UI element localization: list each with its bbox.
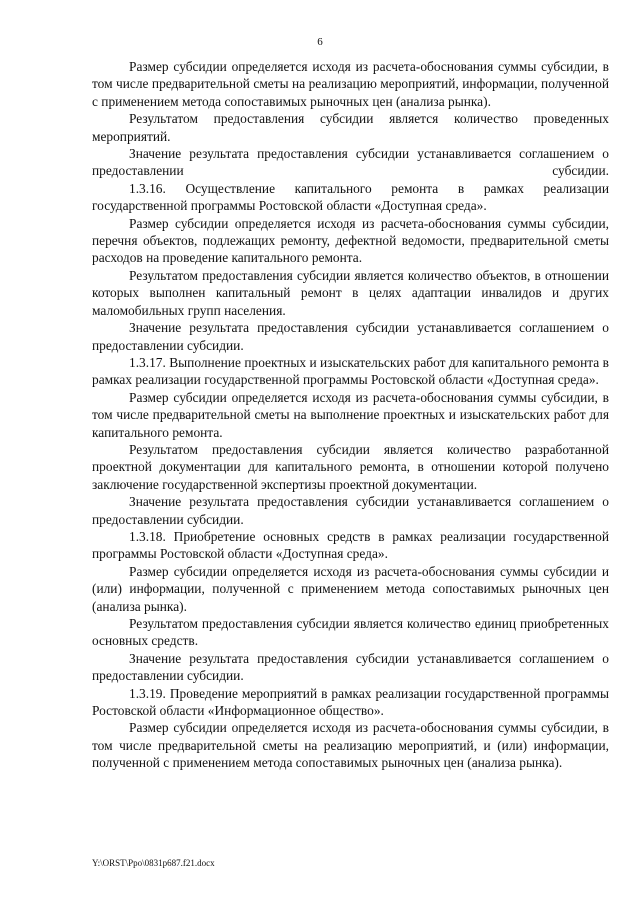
- paragraph: Результатом предоставления субсидии является количество разработанной проектной документации для капитального ремонта, в отношении которой получено заключение государственной экспертизы проектной документации.: [92, 441, 609, 492]
- paragraph: Размер субсидии определяется исходя из расчета-обоснования суммы субсидии и (или) информации, полученной с применением метода сопоставимых рыночных цен (анализа рынка).: [92, 563, 609, 614]
- paragraph: Результатом предоставления субсидии является количество единиц приобретенных основных средств.: [92, 616, 609, 649]
- paragraph: Результатом предоставления субсидии является количество объектов, в отношении которых выполнен капитальный ремонт в целях адаптации инвалидов и других маломобильных групп населения.: [92, 267, 609, 318]
- paragraph: 1.3.16. Осуществление капитального ремонта в рамках реализации государственной программы Ростовской области «Доступная среда».: [92, 180, 609, 214]
- footer-file-path: Y:\ORST\Ppo\0831p687.f21.docx: [92, 858, 215, 868]
- page-number: 6: [317, 36, 323, 48]
- paragraph: Размер субсидии определяется исходя из расчета-обоснования суммы субсидии, в том числе предварительной сметы на выполнение проектных и изыскательских работ для капитального ремонта.: [92, 389, 609, 440]
- paragraph: Значение результата предоставления субсидии устанавливается соглашением о предоставлении субсидии.: [92, 320, 609, 353]
- paragraph: Значение результата предоставления субсидии устанавливается соглашением о предоставлении субсидии.: [92, 494, 609, 527]
- paragraph: Значение результата предоставления субсидии устанавливается соглашением о предоставлении субсидии.: [92, 650, 609, 684]
- paragraph: 1.3.17. Выполнение проектных и изыскательских работ для капитального ремонта в рамках реализации государственной программы Ростовской области «Доступная среда».: [92, 354, 609, 388]
- paragraph: 1.3.18. Приобретение основных средств в рамках реализации государственной программы Ростовской области «Доступная среда».: [92, 528, 609, 562]
- paragraph: 1.3.19. Проведение мероприятий в рамках реализации государственной программы Ростовской области «Информационное общество».: [92, 685, 609, 719]
- paragraph: Значение результата предоставления субсидии устанавливается соглашением о предоставлении субсидии.: [92, 146, 609, 179]
- paragraph: Размер субсидии определяется исходя из расчета-обоснования суммы субсидии, перечня объектов, подлежащих ремонту, дефектной ведомости, предварительной сметы расходов на проведение капитального ремонта.: [92, 215, 609, 266]
- paragraph: Результатом предоставления субсидии является количество проведенных мероприятий.: [92, 111, 609, 144]
- paragraph: Размер субсидии определяется исходя из расчета-обоснования суммы субсидии, в том числе предварительной сметы на реализацию мероприятий, информации, полученной с применением метода сопоставимых рыночных цен (анализа рынка).: [92, 59, 609, 109]
- document-body: [92, 58, 609, 772]
- paragraph: Размер субсидии определяется исходя из расчета-обоснования суммы субсидии, в том числе предварительной сметы на реализацию мероприятий, и (или) информации, полученной с применением метода сопоставимых рыночных цен (анализа рынка).: [92, 720, 609, 771]
